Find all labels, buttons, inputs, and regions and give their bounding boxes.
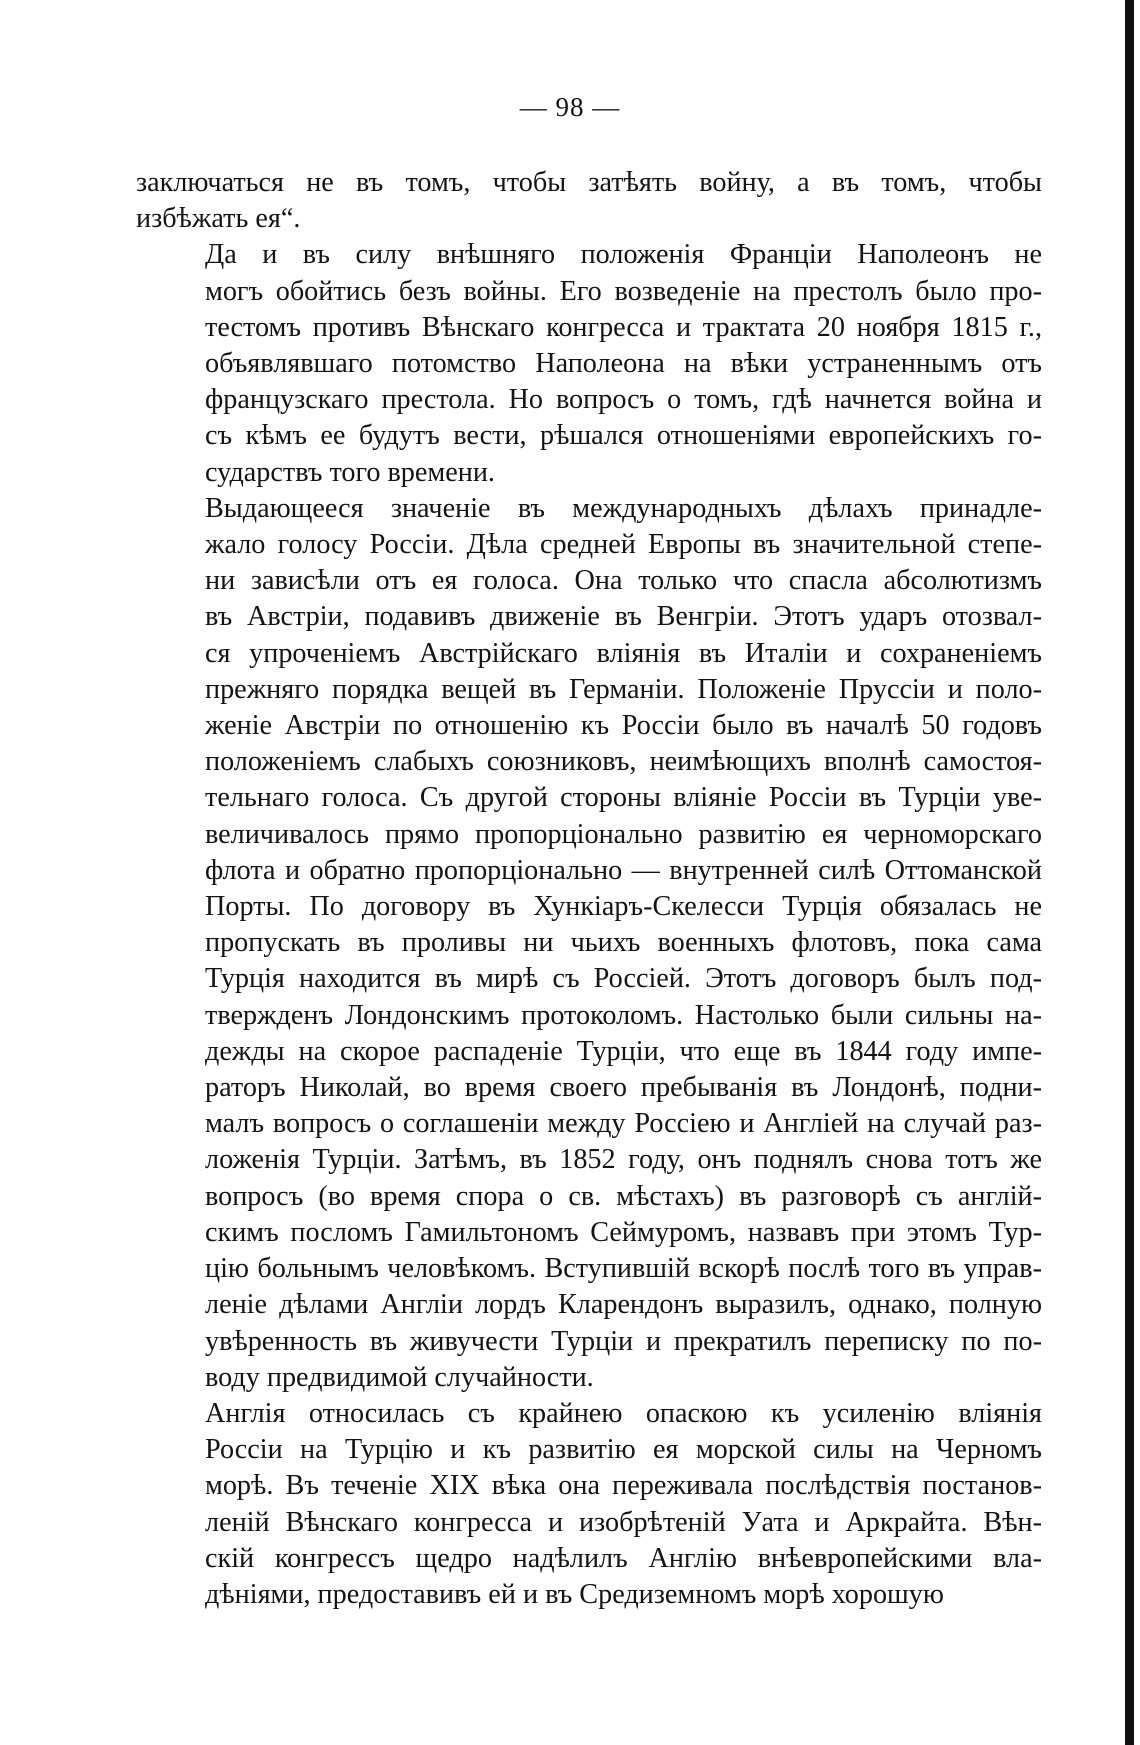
text-line: Выдающееся значеніе въ международныхъ дѣлахъ принадле- xyxy=(205,492,1042,524)
page-number: — 98 — xyxy=(519,92,621,122)
text-line: величивалось прямо пропорціонально развитію ея черноморскаго xyxy=(205,818,1042,850)
text-line: флота и обратно пропорціонально — внутренней силѣ Оттоманской xyxy=(205,854,1042,886)
text-line: скій конгрессъ щедро надѣлилъ Англію внѣевропейскими вла- xyxy=(205,1542,1042,1574)
text-line: Да и въ силу внѣшняго положенія Франціи Наполеонъ не xyxy=(205,239,1042,271)
text-line: цію больнымъ человѣкомъ. Вступившій вскорѣ послѣ того въ управ- xyxy=(205,1253,1042,1285)
text-line: Англія относилась съ крайнею опаскою къ усиленію вліянія xyxy=(205,1397,1042,1429)
paragraph xyxy=(136,165,1042,237)
text-line: Турція находится въ мирѣ съ Россіей. Этотъ договоръ былъ под- xyxy=(205,963,1042,995)
text-line: дѣніями, предоставивъ ей и въ Средиземномъ морѣ хорошую xyxy=(205,1578,944,1610)
text-line: въ Австріи, подавивъ движеніе въ Венгріи. Этотъ ударъ отозвал- xyxy=(205,601,1042,633)
scan-edge-shadow xyxy=(1125,0,1134,1745)
text-line: избѣжать ея“. xyxy=(136,203,301,235)
paragraph xyxy=(136,1396,1042,1613)
text-line: прежняго порядка вещей въ Германіи. Положеніе Пруссіи и поло- xyxy=(205,673,1042,705)
text-line: морѣ. Въ теченіе XIX вѣка она переживала послѣдствія постанов- xyxy=(205,1470,1042,1502)
text-line: малъ вопросъ о соглашеніи между Россіею и Англіей на случай раз- xyxy=(205,1108,1042,1140)
paragraph xyxy=(136,491,1042,1396)
text-line: дежды на скорое распаденіе Турціи, что еще въ 1844 году импе- xyxy=(205,1035,1042,1067)
text-line: заключаться не въ томъ, чтобы затѣять войну, а въ томъ, чтобы xyxy=(136,167,1042,198)
text-line: твержденъ Лондонскимъ протоколомъ. Настолько были сильны на- xyxy=(205,999,1042,1031)
text-line: ложенія Турціи. Затѣмъ, въ 1852 году, онъ поднялъ снова тотъ же xyxy=(205,1144,1042,1176)
text-line: ся упроченіемъ Австрійскаго вліянія въ Италіи и сохраненіемъ xyxy=(205,637,1042,669)
text-line: тестомъ противъ Вѣнскаго конгресса и трактата 20 ноября 1815 г., xyxy=(205,311,1042,343)
text-line: Россіи на Турцію и къ развитію ея морской силы на Черномъ xyxy=(205,1434,1042,1466)
text-line: вопросъ (во время спора о св. мѣстахъ) въ разговорѣ съ англій- xyxy=(205,1180,1042,1212)
text-line: леніе дѣлами Англіи лордъ Кларендонъ выразилъ, однако, полную xyxy=(205,1289,1042,1321)
text-line: пропускать въ проливы ни чьихъ военныхъ флотовъ, пока сама xyxy=(205,927,1042,959)
text-line: женіе Австріи по отношенію къ Россіи было въ началѣ 50 годовъ xyxy=(205,710,1042,742)
text-line: тельнаго голоса. Съ другой стороны вліяніе Россіи въ Турціи уве- xyxy=(205,782,1042,814)
text-line: воду предвидимой случайности. xyxy=(205,1361,594,1393)
text-line: жало голосу Россіи. Дѣла средней Европы въ значительной степе- xyxy=(205,529,1042,561)
body-text xyxy=(136,165,1042,1613)
text-line: раторъ Николай, во время своего пребыванія въ Лондонѣ, подни- xyxy=(205,1072,1042,1104)
text-line: французскаго престола. Но вопросъ о томъ, гдѣ начнется война и xyxy=(205,384,1042,416)
paragraph xyxy=(136,237,1042,490)
text-line: сударствъ того времени. xyxy=(205,456,495,488)
text-line: Порты. По договору въ Хункіаръ-Скелесси Турція обязалась не xyxy=(205,891,1042,923)
text-line: могъ обойтись безъ войны. Его возведеніе на престолъ было про- xyxy=(205,275,1042,307)
text-line: съ кѣмъ ее будутъ вести, рѣшался отношеніями европейскихъ го- xyxy=(205,420,1042,452)
text-line: увѣренность въ живучести Турціи и прекратилъ переписку по по- xyxy=(205,1325,1042,1357)
text-line: леній Вѣнскаго конгресса и изобрѣтеній Уата и Аркрайта. Вѣн- xyxy=(205,1506,1042,1538)
text-line: скимъ посломъ Гамильтономъ Сеймуромъ, назвавъ при этомъ Тур- xyxy=(205,1216,1042,1248)
text-line: ни зависѣли отъ ея голоса. Она только что спасла абсолютизмъ xyxy=(205,565,1042,597)
text-line: объявлявшаго потомство Наполеона на вѣки устраненнымъ отъ xyxy=(205,348,1042,380)
text-line: положеніемъ слабыхъ союзниковъ, неимѣющихъ вполнѣ самостоя- xyxy=(205,746,1042,778)
